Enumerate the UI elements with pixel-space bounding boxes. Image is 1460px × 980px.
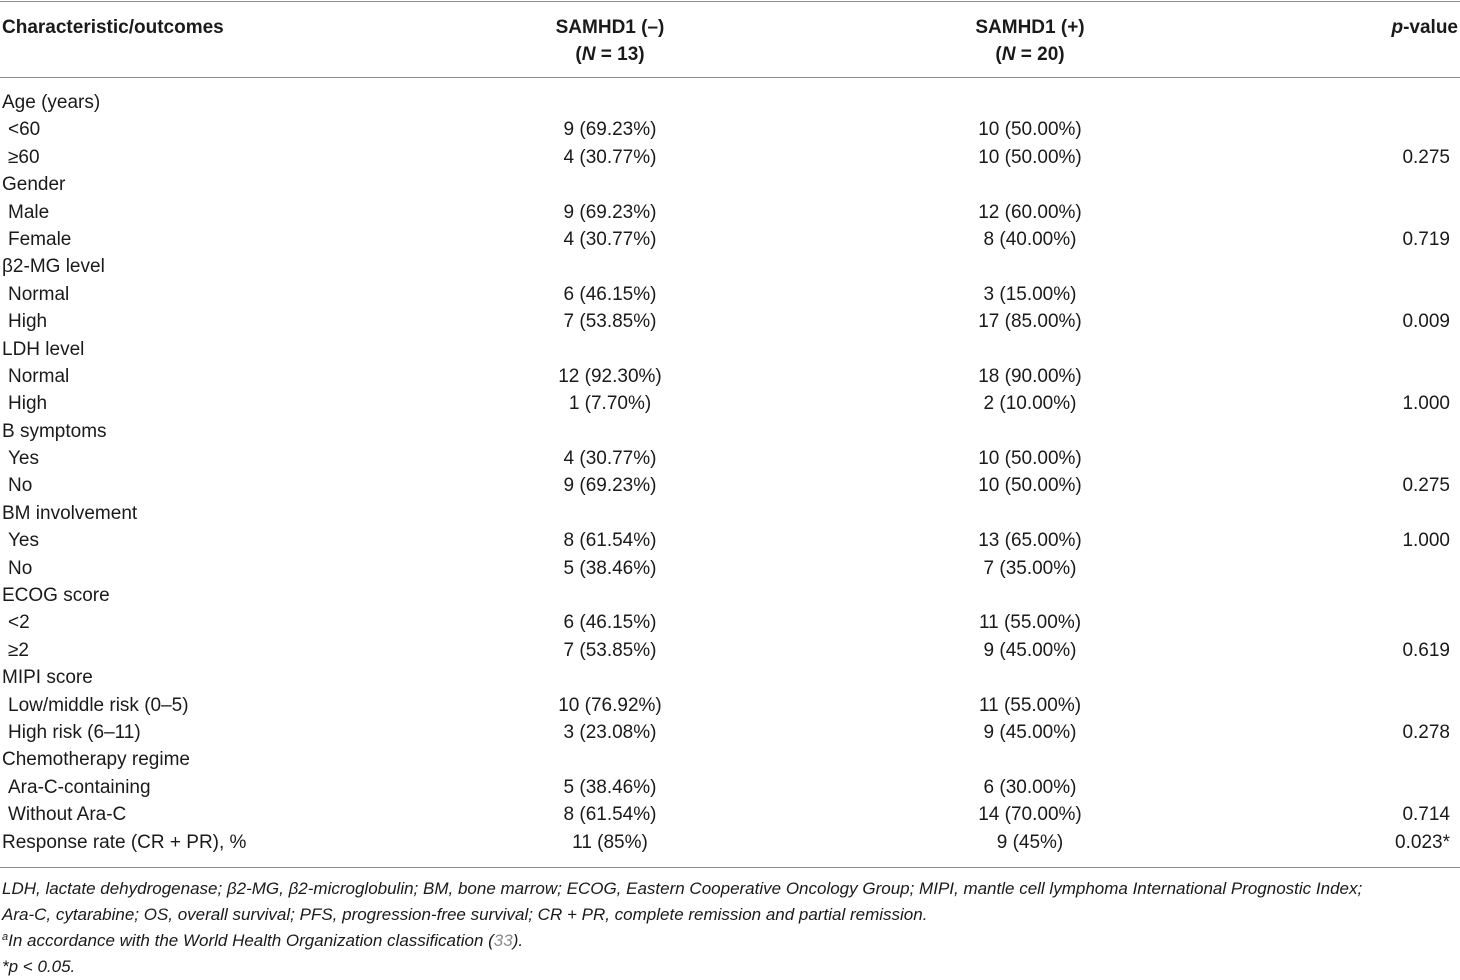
row-label: Normal: [8, 365, 70, 387]
cell-samhd1-negative: 12 (92.30%): [558, 365, 662, 387]
footnote-significance: *p < 0.05.: [2, 957, 76, 976]
table-row: [0, 555, 1460, 582]
cell-p-value: 0.719: [1402, 228, 1450, 250]
row-label: Age (years): [2, 92, 101, 113]
header-samhd1-negative-label: SAMHD1 (–): [555, 17, 665, 38]
cell-samhd1-negative: 9 (69.23%): [563, 201, 657, 223]
table-row-category: [0, 582, 1460, 609]
header-characteristic: Characteristic/outcomes: [2, 17, 224, 38]
cell-samhd1-positive: 9 (45%): [996, 831, 1064, 853]
cell-samhd1-positive: 10 (50.00%): [978, 119, 1082, 141]
table-row-category: [0, 500, 1460, 527]
row-label: No: [8, 557, 33, 579]
cell-samhd1-positive: 6 (30.00%): [983, 776, 1077, 798]
footnote-a: $^a$In accordance with the World Health Organization classification (33).: [2, 931, 524, 950]
row-label: No: [8, 475, 33, 497]
cell-samhd1-positive: 18 (90.00%): [978, 365, 1082, 387]
cell-samhd1-positive: 12 (60.00%): [978, 201, 1082, 223]
table-row-category: [0, 418, 1460, 445]
header-samhd1-positive: [890, 14, 1170, 68]
cell-samhd1-positive: 2 (10.00%): [983, 393, 1077, 415]
row-label: Yes: [8, 448, 39, 470]
cell-p-value: 0.275: [1402, 475, 1450, 497]
row-label: β2-MG level: [2, 256, 105, 278]
cell-samhd1-negative: 7 (53.85%): [563, 639, 657, 661]
cell-samhd1-negative: 4 (30.77%): [563, 448, 657, 470]
header-samhd1-negative: [470, 14, 750, 68]
cell-samhd1-positive: 17 (85.00%): [978, 311, 1082, 333]
cell-samhd1-negative: 4 (30.77%): [563, 146, 657, 168]
row-label: MIPI score: [2, 667, 93, 689]
cell-samhd1-negative: 8 (61.54%): [563, 530, 657, 552]
table-top-rule: [0, 1, 1460, 2]
row-label: ≥60: [8, 146, 40, 168]
cell-samhd1-negative: 1 (7.70%): [568, 393, 652, 415]
table-row: [0, 609, 1460, 636]
cell-samhd1-positive: 13 (65.00%): [978, 530, 1082, 552]
header-samhd1-positive-label: SAMHD1 (+): [975, 17, 1085, 38]
cell-samhd1-negative: 6 (46.15%): [563, 283, 657, 305]
header-samhd1-negative-n: (N = 13): [575, 44, 645, 65]
cell-p-value: 0.278: [1402, 721, 1450, 743]
row-label: <2: [8, 612, 30, 634]
cell-samhd1-positive: 9 (45.00%): [983, 639, 1077, 661]
cell-p-value: 0.619: [1402, 639, 1450, 661]
table-row: [0, 281, 1460, 308]
footnote-abbreviations-line1: LDH, lactate dehydrogenase; β2-MG, β2-microglobulin; BM, bone marrow; ECOG, Eastern Cooperative Oncology Group; MIPI, mantle cell lymphoma International Prognostic Index;: [2, 879, 1363, 898]
cell-samhd1-negative: 5 (38.46%): [563, 776, 657, 798]
cell-samhd1-negative: 3 (23.08%): [563, 721, 657, 743]
row-label: B symptoms: [2, 420, 107, 442]
row-label: Female: [8, 228, 72, 250]
row-label: Ara-C-containing: [8, 776, 151, 798]
cell-samhd1-negative: 6 (46.15%): [563, 612, 657, 634]
table-row-category: [0, 89, 1460, 116]
cell-p-value: 0.009: [1402, 311, 1450, 333]
cell-samhd1-positive: 11 (55.00%): [978, 612, 1082, 634]
row-label: High risk (6–11): [8, 721, 141, 743]
reference-link[interactable]: 33: [493, 931, 513, 950]
table-row: [0, 527, 1460, 554]
header-rule: [0, 77, 1460, 78]
table-body: [0, 89, 1460, 856]
table-row: [0, 116, 1460, 143]
table-row-category: [0, 746, 1460, 773]
cell-p-value: 0.023*: [1395, 831, 1450, 853]
row-label: BM involvement: [2, 502, 138, 524]
cell-samhd1-positive: 11 (55.00%): [978, 694, 1082, 716]
row-label: Yes: [8, 530, 39, 552]
cell-p-value: 1.000: [1402, 393, 1450, 415]
cell-samhd1-positive: 10 (50.00%): [978, 475, 1082, 497]
row-label: LDH level: [2, 338, 85, 360]
table-row-category: [0, 171, 1460, 198]
cell-samhd1-positive: 8 (40.00%): [983, 228, 1077, 250]
cell-samhd1-negative: 9 (69.23%): [563, 475, 657, 497]
cell-samhd1-negative: 7 (53.85%): [563, 311, 657, 333]
table-row: [0, 445, 1460, 472]
cell-samhd1-negative: 9 (69.23%): [563, 119, 657, 141]
cell-samhd1-negative: 11 (85%): [572, 831, 648, 853]
table-row: [0, 637, 1460, 664]
cell-samhd1-negative: 5 (38.46%): [563, 557, 657, 579]
row-label: High: [8, 311, 48, 333]
row-label: <60: [8, 119, 41, 141]
row-label: Response rate (CR + PR), %: [2, 831, 247, 853]
cell-samhd1-negative: 8 (61.54%): [563, 804, 657, 826]
table-row: [0, 226, 1460, 253]
table-row-category: [0, 664, 1460, 691]
cell-samhd1-negative: 4 (30.77%): [563, 228, 657, 250]
table-bottom-rule: [0, 867, 1460, 868]
row-label: Without Ara-C: [8, 804, 127, 826]
table-row-category: [0, 829, 1460, 856]
header-p-value: p-value: [1391, 17, 1458, 38]
cell-samhd1-positive: 14 (70.00%): [978, 804, 1082, 826]
cell-p-value: 0.275: [1402, 146, 1450, 168]
header-samhd1-positive-n: (N = 20): [995, 44, 1065, 65]
cell-samhd1-positive: 9 (45.00%): [983, 721, 1077, 743]
table-row: [0, 801, 1460, 828]
table-footnotes: [2, 876, 1458, 980]
cell-p-value: 0.714: [1402, 804, 1450, 826]
table-row-category: [0, 253, 1460, 280]
table-row: [0, 144, 1460, 171]
cell-samhd1-positive: 10 (50.00%): [978, 146, 1082, 168]
row-label: Normal: [8, 283, 70, 305]
table-row-category: [0, 336, 1460, 363]
table-row: [0, 390, 1460, 417]
row-label: Chemotherapy regime: [2, 749, 190, 771]
cell-p-value: 1.000: [1402, 530, 1450, 552]
cell-samhd1-negative: 10 (76.92%): [558, 694, 662, 716]
table-row: [0, 774, 1460, 801]
row-label: ≥2: [8, 639, 29, 661]
row-label: ECOG score: [2, 585, 110, 607]
table-row: [0, 692, 1460, 719]
table-row: [0, 308, 1460, 335]
table-row: [0, 472, 1460, 499]
table-row: [0, 363, 1460, 390]
row-label: Low/middle risk (0–5): [8, 694, 189, 716]
table-row: [0, 199, 1460, 226]
cell-samhd1-positive: 7 (35.00%): [983, 557, 1077, 579]
row-label: High: [8, 393, 48, 415]
cell-samhd1-positive: 10 (50.00%): [978, 448, 1082, 470]
cell-samhd1-positive: 3 (15.00%): [983, 283, 1077, 305]
table-row: [0, 719, 1460, 746]
row-label: Male: [8, 201, 50, 223]
row-label: Gender: [2, 174, 66, 196]
footnote-abbreviations-line2: Ara-C, cytarabine; OS, overall survival; PFS, progression-free survival; CR + PR, complete remission and partial remission.: [2, 905, 928, 924]
